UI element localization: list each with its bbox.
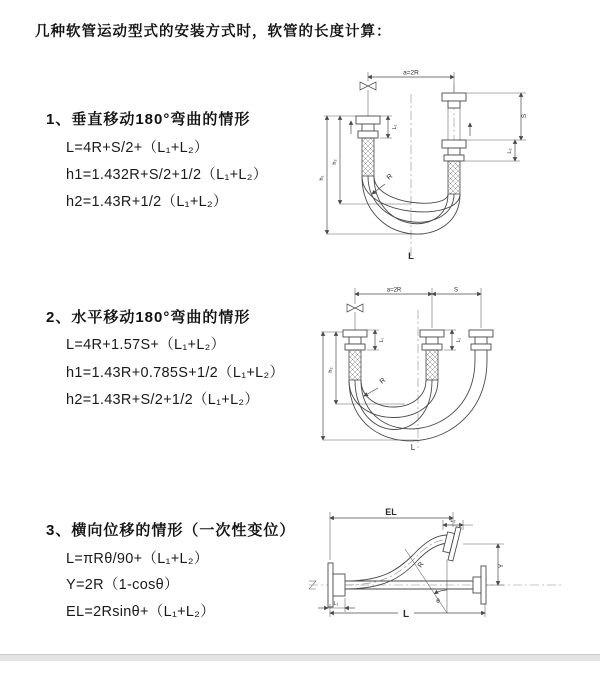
dim-s-label: S [453,287,459,294]
radius-callout [364,377,387,396]
page-bottom-edge [0,654,600,661]
radius-label: R [416,560,426,570]
right-leg-fitting [469,330,493,360]
valve-icon [347,304,363,330]
left-leg-fitting [356,116,380,176]
dim-a-label: a=2R [386,287,402,294]
left-leg-fitting [343,330,367,380]
valve-icon [360,82,376,116]
theta-label: θ [436,598,440,605]
dim-l2 [460,140,520,161]
dim-a-2r [368,70,454,93]
formula-s2-l: L=4R+1.57S+（L₁+L₂） [66,337,226,353]
dim-h1-label: h₁ [319,175,325,181]
dim-l1 [318,598,355,612]
formula-s3-el: EL=2Rsinθ+（L₁+L₂） [66,604,216,620]
right-leg-fitting-upper [442,93,466,108]
dim-y-label: Y [498,563,505,569]
dim-s [466,93,528,140]
dim-el [330,507,456,560]
dim-s-label: S [521,113,528,119]
dim-el-label: EL [385,507,397,517]
right-flange-ghost [473,566,486,604]
dim-l2-label: L₂ [450,518,456,524]
dim-h2-label: h₂ [332,159,338,165]
dim-l [330,604,485,620]
braided-hose-section [426,350,438,380]
page-title: 几种软管运动型式的安装方式时，软管的长度计算： [35,24,392,40]
dim-l1-label: L₁ [379,337,385,343]
dim-l1 [380,116,398,138]
section-1-heading: 1、垂直移动180°弯曲的情形 [46,111,251,128]
section-3-heading: 3、横向位移的情形（一次性变位） [46,522,296,539]
length-label: L [410,443,416,452]
braided-hose-section [362,138,374,176]
dim-l2-label: L₂ [507,148,513,154]
braided-hose-section [448,161,460,194]
dim-l1 [367,330,385,350]
dim-l2-label: L₂ [456,337,462,343]
dim-l-label: L [402,609,410,620]
section-2-heading: 2、水平移动180°弯曲的情形 [46,309,251,326]
formula-s3-y: Y=2R（1-cosθ） [66,577,179,593]
dim-h2-label: h₂ [328,367,334,373]
formula-s2-h1: h1=1.43R+0.785S+1/2（L₁+L₂） [66,365,285,381]
radius-label: R [378,376,388,386]
diagram-vertical-180-bend [313,66,573,262]
dim-s [432,288,481,295]
formula-s1-h1: h1=1.432R+S/2+1/2（L₁+L₂） [66,167,268,183]
braided-hose-section [349,350,361,380]
formula-s3-l: L=πRθ/90+（L₁+L₂） [66,551,209,567]
dim-a-2r [355,288,481,329]
radius-label: R [385,172,395,182]
dim-l1-label: L₁ [392,124,398,130]
middle-leg-fitting [420,330,444,380]
dim-a-label: a=2R [403,69,419,77]
formula-s1-h2: h2=1.43R+1/2（L₁+L₂） [66,194,228,210]
length-label: L [408,251,414,262]
formula-s2-h2: h2=1.43R+S/2+1/2（L₁+L₂） [66,392,260,408]
formula-s1-l: L=4R+S/2+（L₁+L₂） [66,140,209,156]
diagram-lateral-displacement [305,500,585,635]
dim-h-outer [321,332,418,440]
dim-l2 [444,330,462,350]
tilted-flange [441,525,461,561]
dim-h2 [328,332,405,404]
diagram-horizontal-180-bend [310,282,575,452]
dim-l1-label: L₁ [333,601,339,607]
right-leg-fitting-lower [442,140,466,194]
